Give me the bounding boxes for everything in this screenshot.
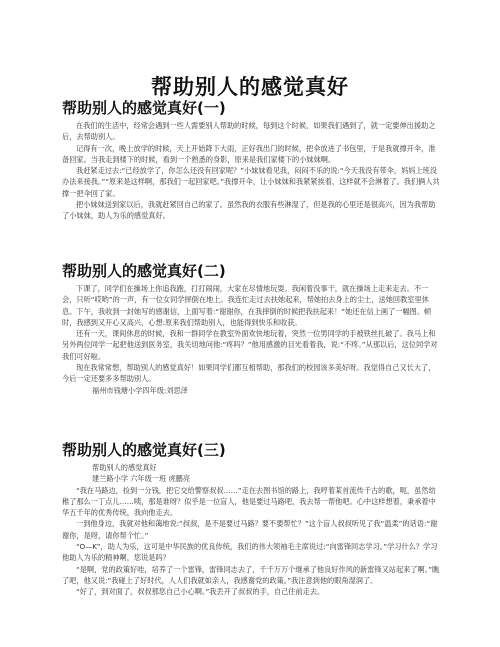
section-3-byline: 建兰路小学 六年级一班 虎鹏亮 [92, 474, 191, 484]
document-title: 帮助别人的感觉真好 [151, 75, 349, 99]
section-2-heading: 帮助别人的感觉真好(二) [62, 262, 226, 280]
section-2-signature: 福州市钱塘小学四年级:刘思泽 [92, 385, 188, 395]
section-1-heading: 帮助别人的感觉真好(一) [62, 99, 226, 117]
section-3-paragraph: “我在马路边，捡到一分钱，把它交给警察叔叔……”走在去图书馆的路上，我哼着某首流传千古的歌，呃，虽然幼稚了那么一丁点儿……咦，那是谁呀？似乎是一位盲人，他是要过马路吧，我去帮一帮他吧。心中这样想着，秉承着中华五千年的优秀传统，我向他走去。 [62, 485, 436, 518]
section-3-subtitle: 帮助别人的感觉真好 [92, 463, 157, 472]
section-1 [62, 99, 442, 222]
section-1-paragraph: 我赶紧走过去:“已经放学了，你怎么还没有回家呢？”小妹妹看见我，闷闷不乐的说:“今天我没有带伞，妈妈上班没办法来接我。”“原来是这样啊，那我们一起回家吧。”我撑开伞，让小妹妹和我紧紧挨着，这样就不会淋着了。我们俩人共撑一把伞回了家。 [62, 166, 440, 198]
section-1-paragraph: 把小妹妹送到家以后，我就赶紧回自己的家了。虽然我的衣服有些淋湿了，但是我的心里还是很高兴，因为我帮助了小妹妹，助人为乐的感觉真好。 [62, 200, 436, 221]
section-3-paragraph: “O—K”，助人为乐，这可是中华民族的优良传统，我们的伟大领袖毛主席说过:“向雷锋同志学习。”学习什么？学习他助人为乐的精神啊，您说是吗？ [62, 542, 438, 563]
section-2 [62, 262, 442, 396]
section-3-paragraph: “是啊，党的政策好哇，培养了一个雷锋，雷锋同志去了，千千万万个继承了他良好作风的新雷锋又站起来了啊。”瞧了吧，他又说:“我碰上了好时代，人人们我就如亲人，我感谢党的政策。”我注意到他的眼角湿润了。 [62, 564, 440, 585]
section-3-heading: 帮助别人的感觉真好(三) [62, 441, 226, 459]
section-3-paragraph: 一到他身边，我就对他和蔼地说:“叔叔，是不是要过马路？要不要帮忙？”这个盲人叔叔听见了我“温柔”的话语:“谢谢你，是呀，请你帮个忙。” [62, 519, 438, 540]
section-2-paragraph: 现在我常常想，帮助别人的感觉真好！如果同学们都互相帮助，那我们的校园该多美好呀。我觉得自己又长大了，今后一定还要多多帮助别人。 [62, 363, 436, 384]
section-1-paragraph: 在我们的生活中，经常会遇到一些人需要别人帮助的时候，每到这个时候，如果我们遇到了，就一定要伸出援助之后，去帮助别人。 [62, 121, 436, 142]
section-2-paragraph: 还有一天，课间休息的时候，我和一群同学在教室外面欢快地玩着，突然一位男同学的手被铁丝扎破了。我马上和另外两位同学一起把他送到医务室，我关切地问他:“疼吗？”他用感激的目光看着我，说:“不疼。”从那以后，这位同学对我们可好啦。 [62, 329, 438, 361]
section-3-paragraph: “好了，到对面了，叔叔那您自己小心啊。”我丢开了叔叔的手，自己往前走去。 [76, 587, 325, 597]
section-2-paragraph: 下课了，同学们在操场上你追我跑，打打闹闹，大家在尽情地玩耍。我闲着没事干，就在操场上走来走去。不一会，只听“哎哟”的一声，有一位女同学摔倒在地上。我连忙走过去扶她起来，帮她拍去身上的尘土，送她回教室里休息。下午，我收到一封她写的感谢信，上面写着:“谢谢你，在我摔倒的时候把我扶起来！”她还在信上画了一幅图。顿时，我感到又开心又高兴，心想:原来我们帮助别人，也能得到快乐和收获。 [62, 284, 432, 327]
section-3 [62, 441, 442, 598]
section-1-paragraph: 记得有一次，晚上放学的时候，天上开始降下大雨，正好我出门的时候，把伞放进了书包里，于是我就撑开伞，准备回家。当我走到楼下的时候，看到一个熟悉的身影，原来是我们家楼下的小妹妹啊。 [62, 143, 436, 164]
